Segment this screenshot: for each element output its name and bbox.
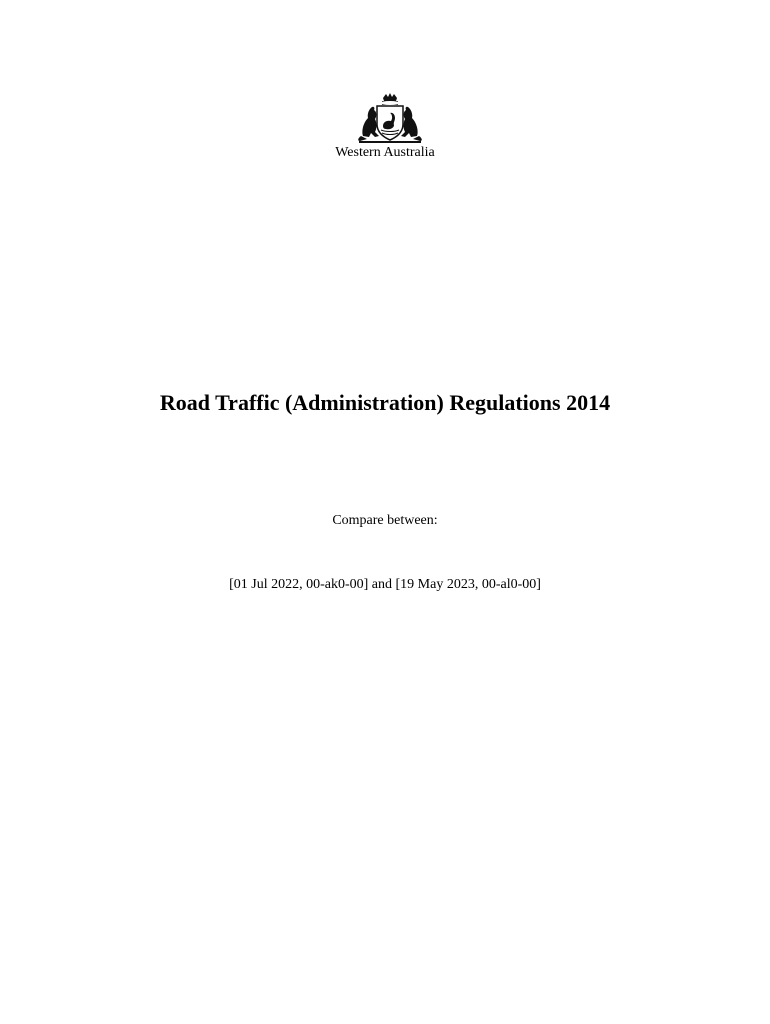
jurisdiction-label: Western Australia [335,145,435,160]
coat-of-arms-icon [355,92,425,144]
document-title: Road Traffic (Administration) Regulations 2014 [159,390,611,415]
compare-range: [01 Jul 2022, 00-ak0-00] and [19 May 2023, 00-al0-00] [229,577,541,592]
compare-label: Compare between: [332,513,438,528]
